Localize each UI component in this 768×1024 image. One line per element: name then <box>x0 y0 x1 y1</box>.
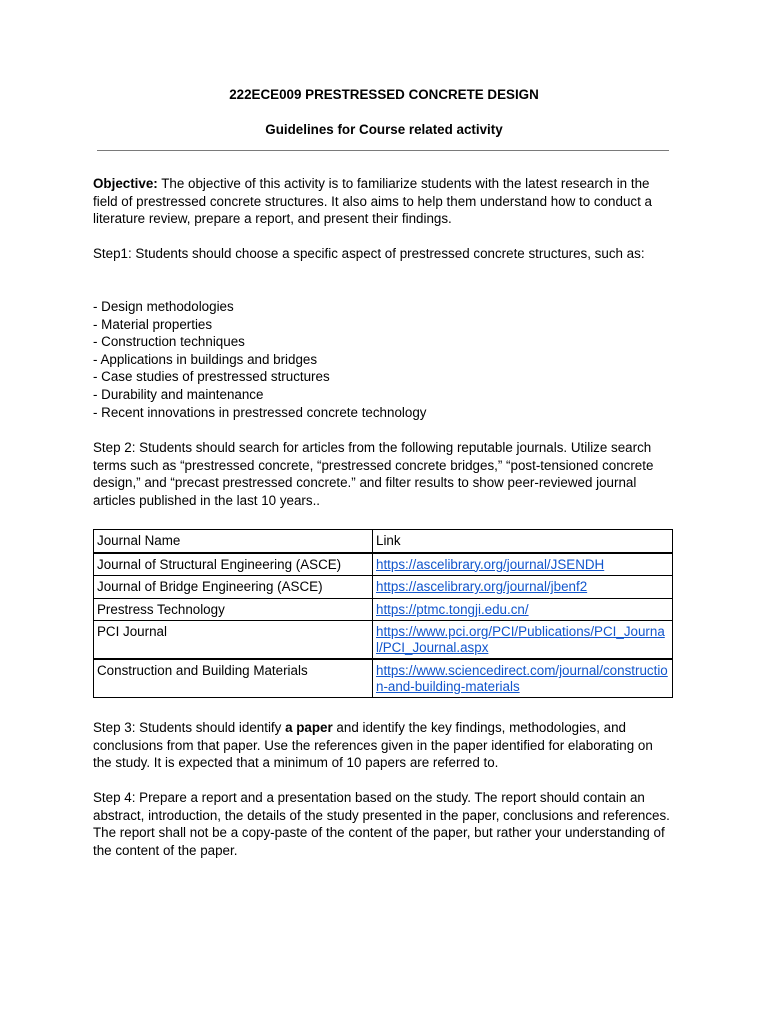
table-header-row <box>94 530 673 553</box>
objective-text: The objective of this activity is to familiarize students with the latest research in the field of prestressed concrete structures. It also aims to help them understand how to conduct a literature review, prepare a report, and present their findings. <box>93 176 652 227</box>
list-item: - Material properties <box>93 316 213 332</box>
journal-link[interactable]: https://www.sciencedirect.com/journal/construction-and-building-materials <box>376 663 668 694</box>
list-item: - Case studies of prestressed structures <box>93 369 330 385</box>
list-item: - Applications in buildings and bridges <box>93 351 318 367</box>
list-item: - Recent innovations in prestressed concrete technology <box>93 404 427 420</box>
step3-bold-text: a paper <box>285 720 333 735</box>
table-row <box>94 659 673 698</box>
header-cell-link: Link <box>373 530 673 553</box>
step2-paragraph: Step 2: Students should search for articles from the following reputable journals. Utilize search terms such as “prestressed concrete, “prestressed concrete bridges,” “post-tensioned concrete design,” and “precast prestressed concrete.” and filter results to show peer-reviewed journal articles published in the last 10 years.. <box>93 440 654 508</box>
journal-link-cell <box>373 598 673 621</box>
journal-link-cell <box>373 576 673 599</box>
journals-table <box>93 529 673 698</box>
document-title: 222ECE009 PRESTRESSED CONCRETE DESIGN <box>229 87 539 102</box>
journal-link[interactable]: https://ascelibrary.org/journal/jbenf2 <box>376 579 588 594</box>
journal-name-cell: Construction and Building Materials <box>94 659 373 698</box>
list-item: - Construction techniques <box>93 334 245 350</box>
step3-text-end: and identify the key findings, methodologies, and conclusions from that paper. Use the references given in the paper identified for elaborating on the study. It is expected that a minimum of 10 papers are referred to. <box>93 720 653 771</box>
step1-paragraph: Step1: Students should choose a specific aspect of prestressed concrete structures, such as: <box>93 246 645 261</box>
table-row <box>94 621 673 660</box>
journal-name-cell: Journal of Structural Engineering (ASCE) <box>94 553 373 576</box>
journal-link[interactable]: https://www.pci.org/PCI/Publications/PCI_Journal/PCI_Journal.aspx <box>376 624 665 655</box>
horizontal-rule <box>97 150 669 151</box>
table-row <box>94 598 673 621</box>
journal-link[interactable]: https://ascelibrary.org/journal/JSENDH <box>376 556 605 572</box>
journal-name-cell: Prestress Technology <box>94 598 373 621</box>
list-item: - Durability and maintenance <box>93 386 264 402</box>
journal-link-cell <box>373 621 673 660</box>
table-row <box>94 576 673 599</box>
step3-text-start: Step 3: Students should identify <box>93 720 286 735</box>
step3-paragraph <box>93 719 675 772</box>
aspect-list <box>93 298 426 421</box>
journal-name-cell: Journal of Bridge Engineering (ASCE) <box>94 576 373 599</box>
journal-link-cell <box>373 553 673 576</box>
journal-link[interactable]: https://ptmc.tongji.edu.cn/ <box>376 601 529 617</box>
objective-label: Objective: <box>93 176 158 191</box>
objective-paragraph <box>93 175 675 228</box>
journal-link-cell <box>373 659 673 698</box>
document-subtitle: Guidelines for Course related activity <box>265 122 503 137</box>
header-cell-journal-name: Journal Name <box>94 530 373 553</box>
list-item: - Design methodologies <box>93 299 234 314</box>
journal-name-cell: PCI Journal <box>94 621 373 660</box>
step4-paragraph: Step 4: Prepare a report and a presentation based on the study. The report should contain an abstract, introduction, the details of the study presented in the paper, conclusions and references. The report shall not be a copy-paste of the content of the paper, but rather your understanding of the content of the paper. <box>93 790 670 858</box>
table-row <box>94 553 673 576</box>
